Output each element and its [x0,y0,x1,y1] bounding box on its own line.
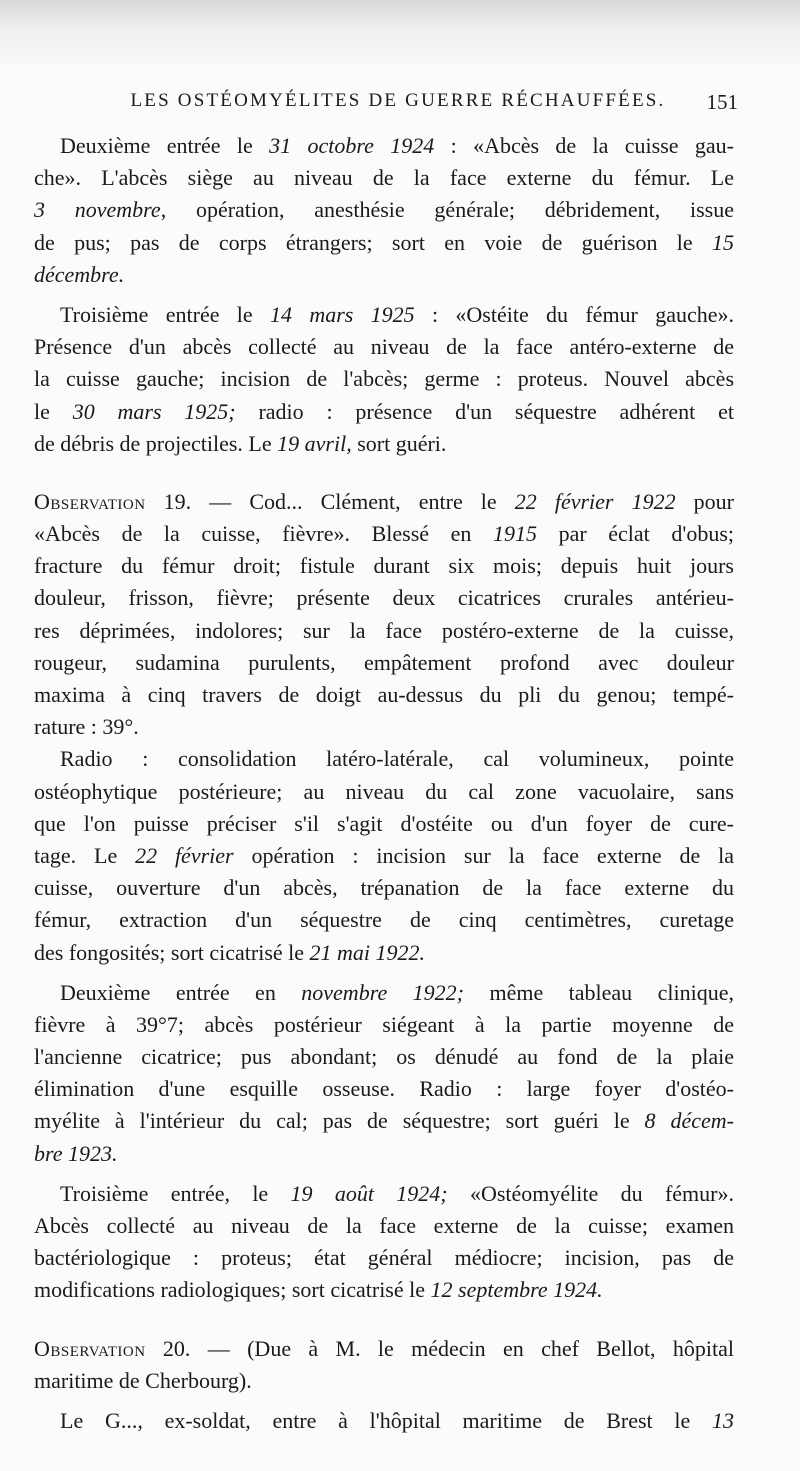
text-line: modifications radiologiques; sort cicatrisé le 12 septembre 1924. [34,1277,603,1303]
text-line: Radio : consolidation latéro-latérale, cal volumineux, pointe [60,746,734,772]
text-line: Présence d'un abcès collecté au niveau de la face antéro-externe de [34,334,734,360]
text-line: ostéophytique postérieure; au niveau du cal zone vacuolaire, sans [34,778,734,804]
running-title: LES OSTÉOMYÉLITES DE GUERRE RÉCHAUFFÉES. [130,90,666,111]
text-line: maxima à cinq travers de doigt au-dessus du pli du genou; tempé- [34,682,734,707]
text-line: Deuxième entrée le 31 octobre 1924 : «Abcès de la cuisse gau- [60,133,734,158]
text-line: l'ancienne cicatrice; pus abondant; os dénudé au fond de la plaie [34,1044,734,1070]
page-header [58,90,738,120]
text-line: bre 1923. [34,1140,118,1166]
page-number: 151 [706,90,738,114]
text-line: bactériologique : proteus; état général médiocre; incision, pas de [34,1245,734,1271]
text-line: Troisième entrée, le 19 août 1924; «Ostéomyélite du fémur». [60,1180,734,1206]
text-line: fémur, extraction d'un séquestre de cinq centimètres, curetage [34,907,734,933]
text-line: maritime de Cherbourg). [34,1367,252,1393]
text-line: Deuxième entrée en novembre 1922; même tableau clinique, [60,979,734,1005]
text-line: rature : 39°. [34,714,139,740]
text-line: Le G..., ex-soldat, entre à l'hôpital maritime de Brest le 13 [60,1407,734,1433]
text-line: décembre. [34,261,125,287]
body-text [34,130,734,1437]
scan-shadow [0,0,800,70]
text-line: Abcès collecté au niveau de la face externe de la cuisse; examen [34,1213,734,1238]
text-line: la cuisse gauche; incision de l'abcès; germe : proteus. Nouvel abcès [34,366,734,392]
text-line: Troisième entrée le 14 mars 1925 : «Ostéite du fémur gauche». [60,301,734,327]
text-line: fièvre à 39°7; abcès postérieur siégeant à la partie moyenne de [34,1011,734,1037]
text-line: cuisse, ouverture d'un abcès, trépanation de la face externe du [34,875,734,901]
text-line: de pus; pas de corps étrangers; sort en voie de guérison le 15 [34,229,734,255]
text-line: che». L'abcès siège au niveau de la face externe du fémur. Le [34,165,734,191]
text-line: «Abcès de la cuisse, fièvre». Blessé en 1915 par éclat d'obus; [34,521,734,547]
text-line: élimination d'une esquille osseuse. Radio : large foyer d'ostéo- [34,1076,734,1102]
text-line: 3 novembre, opération, anesthésie générale; débridement, issue [34,197,734,223]
text-line: res déprimées, indolores; sur la face postéro-externe de la cuisse, [34,617,734,643]
text-line: rougeur, sudamina purulents, empâtement profond avec douleur [34,649,734,675]
text-line: des fongosités; sort cicatrisé le 21 mai 1922. [34,939,426,965]
observation-heading-line: Observation 20. — (Due à M. le médecin en chef Bellot, hôpital [34,1335,734,1361]
text-line: tage. Le 22 février opération : incision sur la face externe de la [34,842,734,868]
observation-heading-line: Observation 19. — Cod... Clément, entre le 22 février 1922 pour [34,488,734,514]
text-line: que l'on puisse préciser s'il s'agit d'ostéite ou d'un foyer de cure- [34,810,734,836]
text-line: le 30 mars 1925; radio : présence d'un séquestre adhérent et [34,398,734,424]
text-line: myélite à l'intérieur du cal; pas de séquestre; sort guéri le 8 décem- [34,1108,734,1134]
text-line: de débris de projectiles. Le 19 avril, sort guéri. [34,430,447,456]
text-line: fracture du fémur droit; fistule durant six mois; depuis huit jours [34,553,734,579]
text-line: douleur, frisson, fièvre; présente deux cicatrices crurales antérieu- [34,585,734,611]
